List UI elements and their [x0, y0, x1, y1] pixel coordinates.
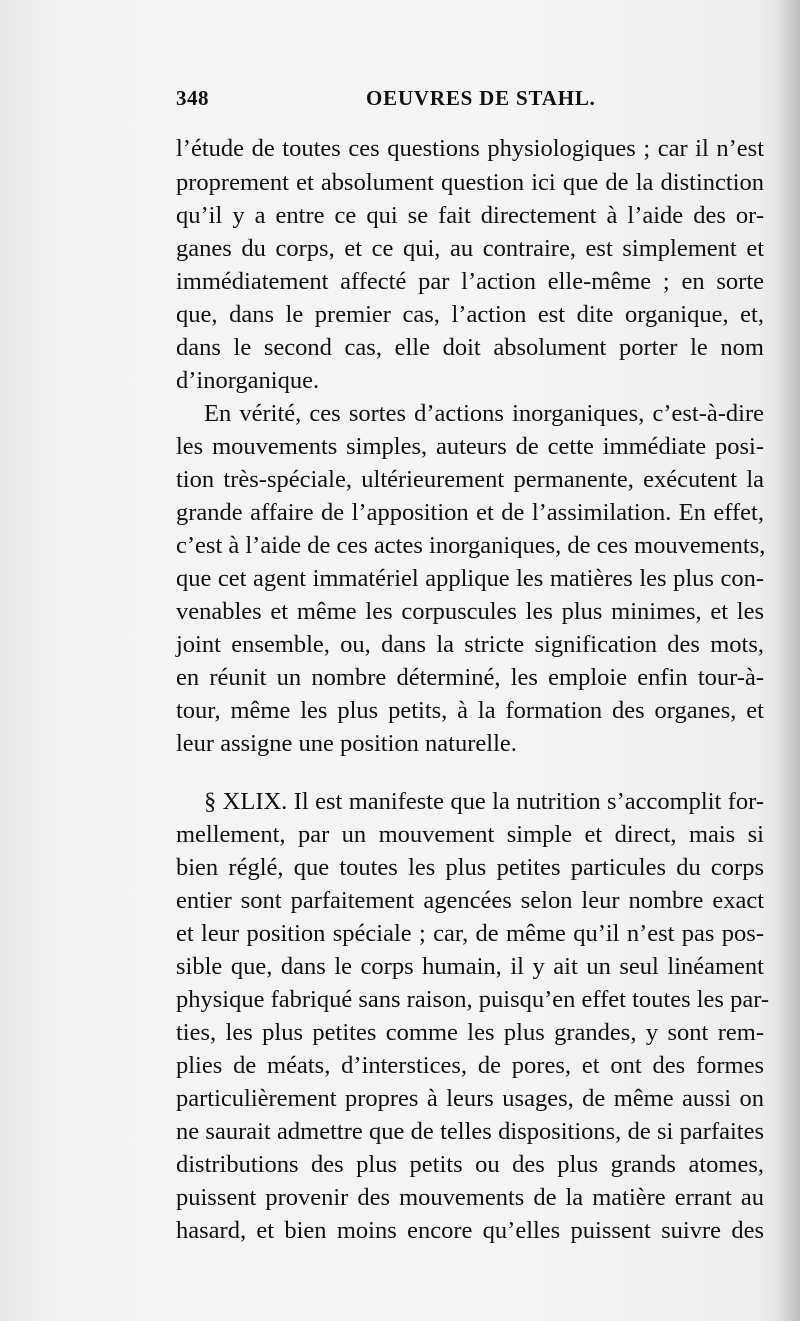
text-line: en réunit un nombre déterminé, les emploie enfin tour-à- — [176, 664, 764, 691]
text-line: leur assigne une position naturelle. — [176, 730, 517, 757]
text-line: grande affaire de l’apposition et de l’assimilation. En effet, — [176, 499, 764, 526]
text-line: tion très-spéciale, ultérieurement permanente, exécutent la — [176, 466, 764, 493]
text-line: proprement et absolument question ici que de la distinction — [176, 169, 764, 196]
text-line: ne saurait admettre que de telles dispositions, de si parfaites — [176, 1118, 764, 1145]
paragraph-start-line: En vérité, ces sortes d’actions inorganiques, c’est-à-dire — [204, 400, 764, 427]
text-line: particulièrement propres à leurs usages, de même aussi on — [176, 1085, 764, 1112]
text-line: hasard, et bien moins encore qu’elles puissent suivre des — [176, 1217, 764, 1244]
text-line: les mouvements simples, auteurs de cette immédiate posi- — [176, 433, 764, 460]
text-line: joint ensemble, ou, dans la stricte signification des mots, — [176, 631, 764, 658]
text-line: c’est à l’aide de ces actes inorganiques, de ces mouvements, — [176, 532, 766, 559]
text-line: puissent provenir des mouvements de la matière errant au — [176, 1184, 764, 1211]
text-line: distributions des plus petits ou des plus grands atomes, — [176, 1151, 764, 1178]
text-line: venables et même les corpuscules les plus minimes, et les — [176, 598, 764, 625]
section-heading-line: § XLIX. Il est manifeste que la nutrition s’accomplit for- — [204, 788, 764, 815]
text-line: qu’il y a entre ce qui se fait directement à l’aide des or- — [176, 202, 764, 229]
text-line: ganes du corps, et ce qui, au contraire, est simplement et — [176, 235, 764, 262]
running-title: OEUVRES DE STAHL. — [366, 86, 596, 110]
text-line: dans le second cas, elle doit absolument porter le nom — [176, 334, 764, 361]
text-line: physique fabriqué sans raison, puisqu’en effet toutes les par- — [176, 986, 770, 1013]
text-line: l’étude de toutes ces questions physiologiques ; car il n’est — [176, 135, 764, 162]
text-line: ties, les plus petites comme les plus grandes, y sont rem- — [176, 1019, 764, 1046]
text-line: tour, même les plus petits, à la formation des organes, et — [176, 697, 764, 724]
text-line: d’inorganique. — [176, 367, 320, 394]
text-line: mellement, par un mouvement simple et direct, mais si — [176, 821, 764, 848]
text-line: et leur position spéciale ; car, de même qu’il n’est pas pos- — [176, 920, 764, 947]
page-number: 348 — [176, 86, 209, 110]
text-line: que, dans le premier cas, l’action est dite organique, et, — [176, 301, 764, 328]
text-line: bien réglé, que toutes les plus petites particules du corps — [176, 854, 764, 881]
text-line: entier sont parfaitement agencées selon leur nombre exact — [176, 887, 764, 914]
text-line: immédiatement affecté par l’action elle-même ; en sorte — [176, 268, 764, 295]
page-header — [176, 86, 736, 116]
text-line: plies de méats, d’interstices, de pores, et ont des formes — [176, 1052, 764, 1079]
text-line: sible que, dans le corps humain, il y ait un seul linéament — [176, 953, 764, 980]
text-line: que cet agent immatériel applique les matières les plus con- — [176, 565, 764, 592]
